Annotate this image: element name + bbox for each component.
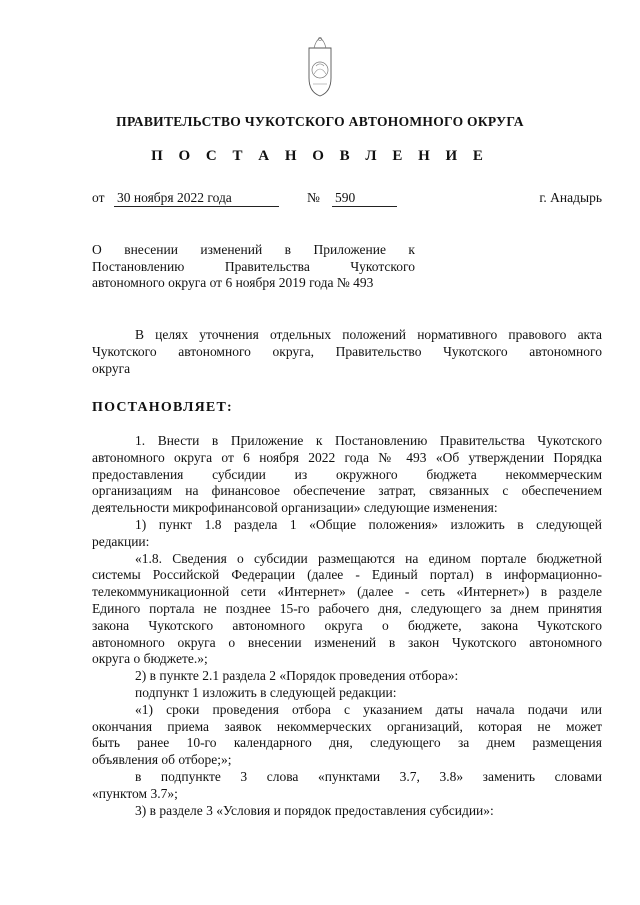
decree-body xyxy=(92,433,602,819)
preamble-line: В целях уточнения отдельных положений нормативного правового акта xyxy=(135,327,602,342)
decree-meta xyxy=(92,190,602,210)
body-line: системы Российской Федерации (далее - Единый портал) в информационно- xyxy=(92,567,602,583)
body-line: в подпункте 3 слова «пунктами 3.7, 3.8» заменить словами xyxy=(135,768,602,784)
body-line: окончания приема заявок некоммерческих организаций, которая не может xyxy=(92,718,602,734)
number-label: № xyxy=(307,190,320,205)
preamble-line: округа xyxy=(92,360,131,376)
decree-subject xyxy=(92,242,415,292)
subject-line: автономного округа от 6 ноября 2019 года № 493 xyxy=(92,275,374,290)
body-line: округа о бюджете.»; xyxy=(92,651,208,667)
body-line: закона Чукотского автономного округа о бюджете, закона Чукотского xyxy=(92,617,602,633)
body-line: «1) сроки проведения отбора с указанием даты начала подачи или xyxy=(135,701,602,717)
date-prefix: от xyxy=(92,190,105,205)
body-line: 2) в пункте 2.1 раздела 2 «Порядок проведения отбора»: xyxy=(135,668,459,684)
subject-line: Постановлению Правительства Чукотского xyxy=(92,258,415,274)
government-title: ПРАВИТЕЛЬСТВО ЧУКОТСКОГО АВТОНОМНОГО ОКРУГА xyxy=(116,114,524,129)
body-line: телекоммуникационной сети «Интернет» (далее - сеть «Интернет») в разделе xyxy=(92,584,602,600)
body-line: подпункт 1 изложить в следующей редакции: xyxy=(135,684,397,700)
body-line: «пунктом 3.7»; xyxy=(92,785,178,801)
body-line: быть ранее 10-го календарного дня, следующего за днем размещения xyxy=(92,735,602,751)
subject-line: О внесении изменений в Приложение к xyxy=(92,242,415,257)
body-line: «1.8. Сведения о субсидии размещаются на едином портале бюджетной xyxy=(135,550,602,566)
resolves-heading: ПОСТАНОВЛЯЕТ: xyxy=(92,400,233,415)
preamble xyxy=(92,327,602,377)
body-line: 3) в разделе 3 «Условия и порядок предоставления субсидии»: xyxy=(135,802,494,818)
body-line: объявления об отборе;»; xyxy=(92,752,232,768)
body-line: 1. Внести в Приложение к Постановлению Правительства Чукотского xyxy=(135,433,602,448)
decree-number: 590 xyxy=(332,190,397,207)
body-line: 1) пункт 1.8 раздела 1 «Общие положения» изложить в следующей xyxy=(135,516,602,532)
body-line: Единого портала не позднее 15-го рабочего дня, следующего за днем принятия xyxy=(92,600,602,616)
coat-of-arms-emblem xyxy=(306,34,334,100)
body-line: организациям на финансовое обеспечение затрат, связанных с обеспечением xyxy=(92,483,602,499)
body-line: деятельности микрофинансовой организации» следующие изменения: xyxy=(92,500,498,516)
decree-date: 30 ноября 2022 года xyxy=(114,190,279,207)
decree-title: П О С Т А Н О В Л Е Н И Е xyxy=(151,148,489,164)
body-line: автономного округа о внесении изменений в закон Чукотского автономного xyxy=(92,634,602,650)
city: г. Анадырь xyxy=(539,190,602,205)
preamble-line: Чукотского автономного округа, Правительство Чукотского автономного xyxy=(92,343,602,359)
body-line: редакции: xyxy=(92,533,150,549)
body-line: автономного округа от 6 ноября 2022 года № 493 «Об утверждении Порядка xyxy=(92,449,602,465)
body-line: предоставления субсидии из окружного бюджета некоммерческим xyxy=(92,466,602,482)
